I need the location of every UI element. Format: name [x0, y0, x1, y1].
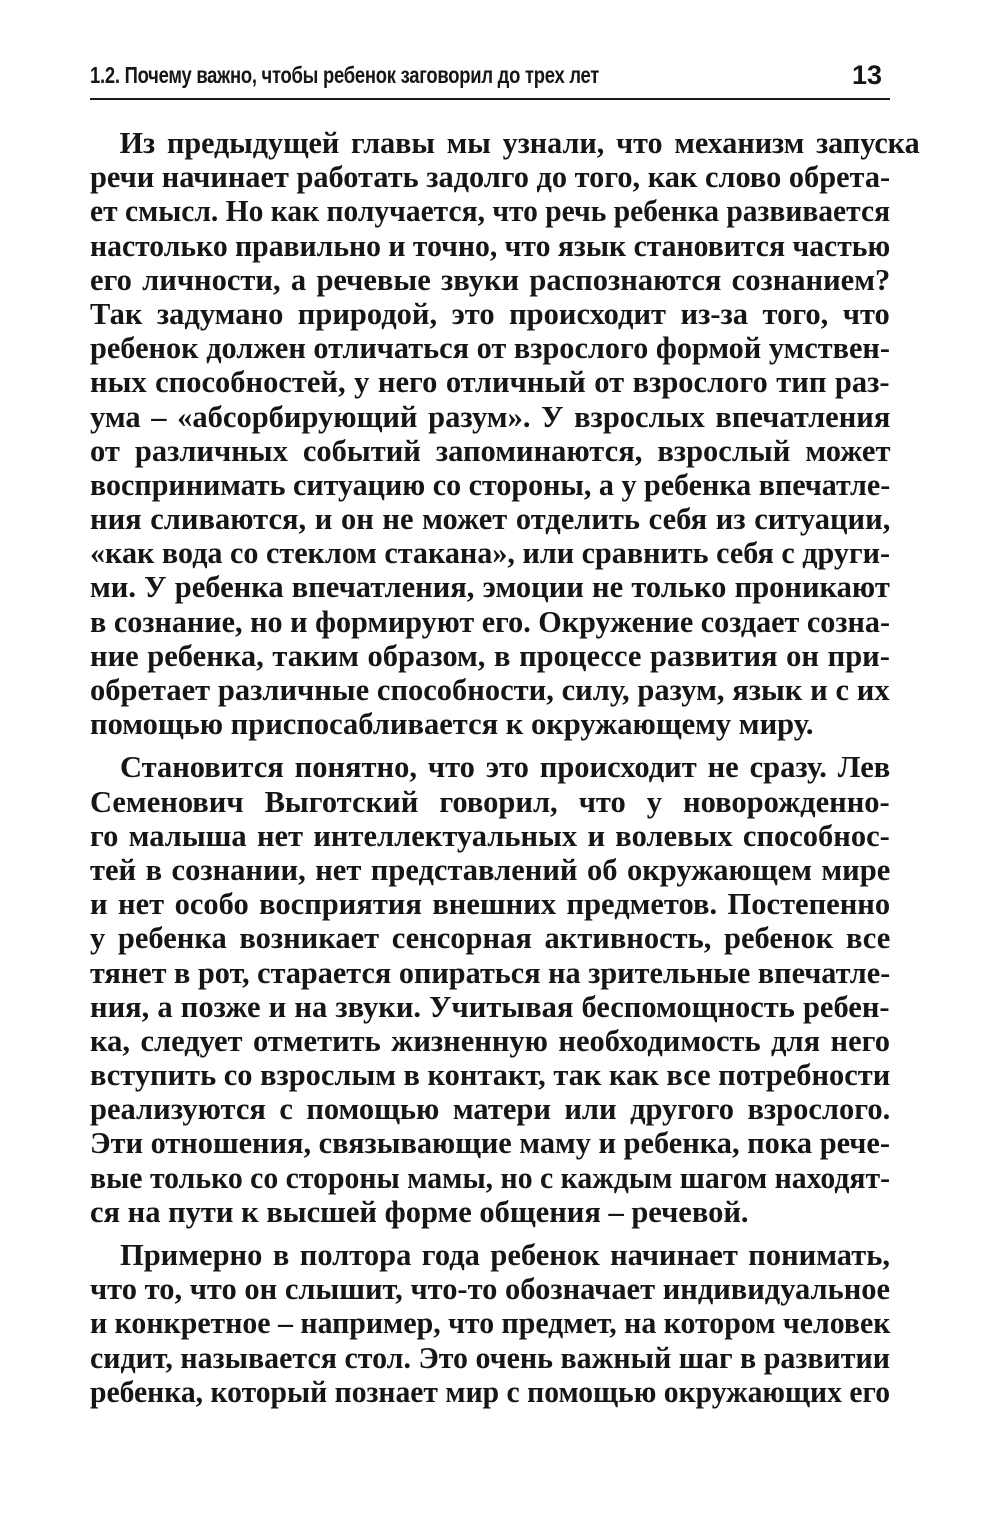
text-line: «как вода со стеклом стакана», или сравнить себя с други- — [90, 536, 891, 571]
text-line: тей в сознании, нет представлений об окружающем мире — [90, 852, 891, 887]
text-line: вступить со взрослым в контакт, так как все потребности — [90, 1058, 891, 1093]
text-line: Эти отношения, связывающие маму и ребенка, пока рече- — [90, 1126, 890, 1161]
text-line: Семенович Выготский говорил, что у новорожденно- — [90, 784, 890, 819]
text-line: ние ребенка, таким образом, в процессе развития он при- — [90, 638, 890, 673]
text-line: ребенок должен отличаться от взрослого формой умствен- — [90, 331, 891, 366]
paragraph — [90, 1238, 890, 1409]
text-line: реализуются с помощью матери или другого взрослого. — [90, 1092, 891, 1127]
text-line: ребенка, который познает мир с помощью окружающих его — [90, 1374, 891, 1409]
text-line: воспринимать ситуацию со стороны, а у ребенка впечатле- — [90, 467, 891, 502]
text-line: настолько правильно и точно, что язык становится частью — [90, 228, 891, 263]
text-line: ка, следует отметить жизненную необходимость для него — [90, 1023, 891, 1058]
text-line: Из предыдущей главы мы узнали, что механизм запуска — [119, 126, 920, 160]
text-line: обретает различные способности, силу, разум, язык и с их — [90, 673, 890, 707]
text-line: ния, а позже и на звуки. Учитывая беспомощность ребен- — [90, 989, 890, 1024]
text-line: вые только со стороны мамы, но с каждым шагом находят- — [90, 1160, 891, 1195]
text-line: и нет особо восприятия внешних предметов. Постепенно — [90, 887, 891, 922]
text-line: Так задумано природой, это происходит из-за того, что — [90, 296, 890, 331]
text-line: что то, что он слышит, что-то обозначает индивидуальное — [90, 1272, 891, 1307]
text-line: тянет в рот, старается опираться на зрительные впечатле- — [90, 955, 891, 990]
running-header — [90, 58, 890, 100]
text-line: в сознание, но и формируют его. Окружение создает созна- — [90, 604, 891, 639]
text-line: у ребенка возникает сенсорная активность, ребенок все — [90, 921, 891, 956]
text-line: ных способностей, у него отличный от взрослого тип раз- — [90, 365, 890, 400]
text-line: Примерно в полтора года ребенок начинает понимать, — [120, 1238, 891, 1272]
text-line: его личности, а речевые звуки распознаются сознанием? — [90, 262, 891, 297]
body-text — [90, 126, 920, 1418]
text-line: речи начинает работать задолго до того, как слово обрета- — [90, 160, 891, 195]
text-line: ся на пути к высшей форме общения – речевой. — [90, 1194, 749, 1229]
paragraph — [90, 750, 890, 1229]
text-line: ума – «абсорбирующий разум». У взрослых впечатления — [90, 399, 891, 434]
text-line: го малыша нет интеллектуальных и волевых способнос- — [90, 818, 890, 853]
text-line: Становится понятно, что это происходит не сразу. Лев — [120, 750, 891, 785]
text-line: ет смысл. Но как получается, что речь ребенка развивается — [90, 194, 891, 229]
text-line: сидит, называется стол. Это очень важный шаг в развитии — [90, 1340, 891, 1375]
text-line: от различных событий запоминаются, взрослый может — [90, 433, 891, 468]
running-title: 1.2. Почему важно, чтобы ребенок заговорил до трех лет — [90, 62, 600, 88]
paragraph — [90, 126, 920, 742]
text-line: ния сливаются, и он не может отделить себя из ситуации, — [90, 502, 891, 537]
text-line: и конкретное – например, что предмет, на котором человек — [90, 1306, 891, 1341]
text-line: ми. У ребенка впечатления, эмоции не только проникают — [90, 570, 890, 605]
page-number: 13 — [851, 60, 882, 90]
text-line: помощью приспосабливается к окружающему миру. — [90, 707, 814, 742]
